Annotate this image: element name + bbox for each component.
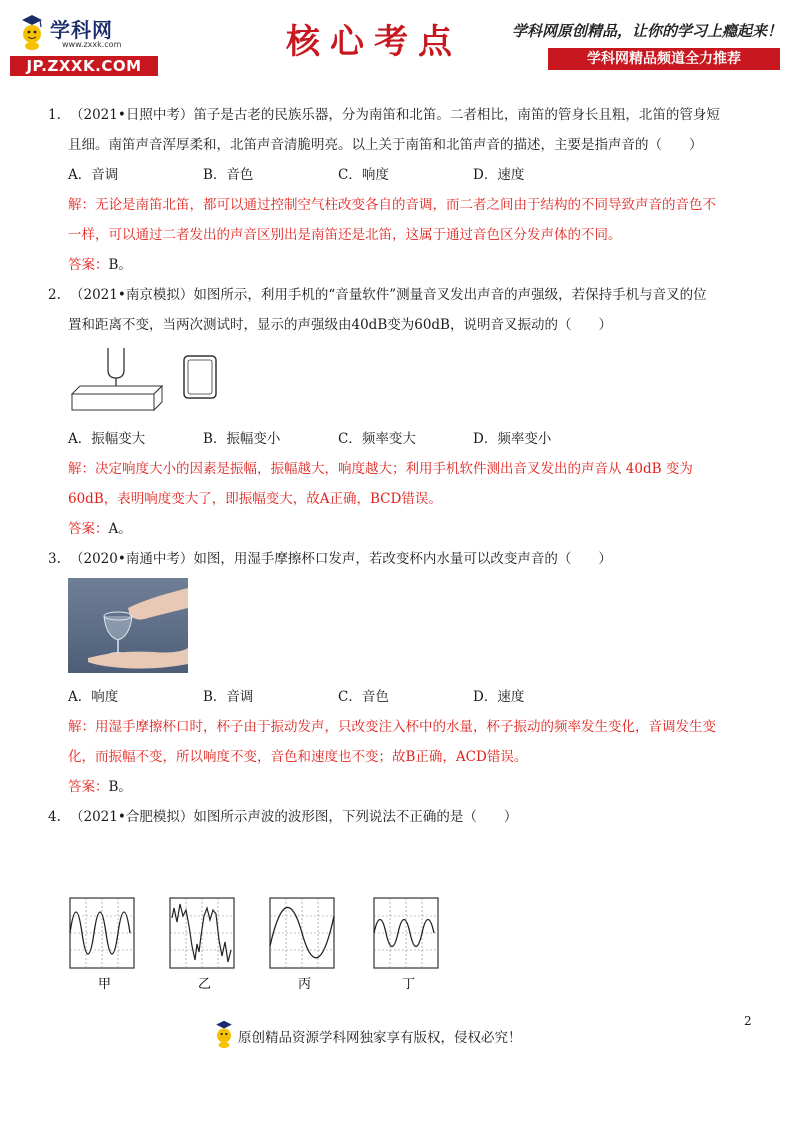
question-text: （2021•合肥模拟）如图所示声波的波形图，下列说法不正确的是（ ）	[70, 809, 518, 825]
question-text: （2020•南通中考）如图，用湿手摩擦杯口发声，若改变杯内水量可以改变声音的（ ）	[70, 551, 612, 567]
option-b[interactable]: B．音色	[203, 167, 254, 183]
waveform-ding	[374, 898, 438, 968]
answer-label: 答案：	[68, 521, 109, 537]
question-text: （2021•日照中考）笛子是古老的民族乐器，分为南笛和北笛。二者相比，南笛的管身长且粗，北笛的管身短	[70, 107, 720, 123]
solution-text: 60dB，表明响度变大了，即振幅变大，故A正确，BCD错误。	[68, 491, 442, 507]
option-c[interactable]: C．响度	[338, 167, 389, 183]
option-c[interactable]: C．频率变大	[338, 431, 416, 447]
answer-label: 答案：	[68, 257, 109, 273]
question-number: 1.	[48, 107, 61, 123]
question-number: 4.	[48, 809, 61, 825]
question-text: （2021•南京模拟）如图所示，利用手机的“音量软件”测量音叉发出声音的声强级，若保持手机与音叉的位	[70, 287, 707, 303]
waveform-jia	[70, 898, 134, 968]
mascot-icon	[18, 14, 46, 50]
question-2	[48, 280, 768, 544]
logo-name: 学科网	[50, 18, 113, 42]
waveform-yi	[170, 898, 234, 968]
question-number: 2.	[48, 287, 61, 303]
wet-finger-glass-photo	[68, 578, 188, 673]
answer-value: B。	[108, 779, 132, 795]
option-b[interactable]: B．振幅变小	[203, 431, 281, 447]
options-row	[48, 424, 768, 454]
option-a[interactable]: A．音调	[68, 167, 119, 183]
options-row	[48, 682, 768, 712]
copyright-notice: 原创精品资源学科网独家享有版权，侵权必究！	[238, 1030, 522, 1046]
solution-text: 一样，可以通过二者发出的声音区别出是南笛还是北笛，这属于通过音色区分发声体的不同。	[68, 227, 622, 243]
solution-text: 解：用湿手摩擦杯口时，杯子由于振动发声，只改变注入杯中的水量，杯子振动的频率发生变化，音调发生变	[68, 719, 716, 735]
brand-logo[interactable]	[10, 8, 160, 74]
option-d[interactable]: D．速度	[473, 689, 525, 705]
tuning-fork-illustration	[68, 340, 268, 424]
solution-text: 解：决定响度大小的因素是振幅，振幅越大，响度越大；利用手机软件测出音叉发出的声音从 40dB 变为	[68, 461, 693, 477]
answer-label: 答案：	[68, 779, 109, 795]
answer	[48, 250, 768, 280]
option-a[interactable]: A．响度	[68, 689, 119, 705]
question-3	[48, 544, 768, 802]
option-a[interactable]: A．振幅变大	[68, 431, 146, 447]
question-text: 置和距离不变，当两次测试时，显示的声强级由40dB变为60dB，说明音叉振动的（ ）	[68, 317, 612, 333]
page-number: 2	[744, 1014, 752, 1028]
question-4	[48, 802, 768, 832]
question-text: 且细。南笛声音浑厚柔和，北笛声音清脆明亮。以上关于南笛和北笛声音的描述，主要是指声音的（ ）	[68, 137, 703, 153]
answer-value: B。	[108, 257, 132, 273]
option-d[interactable]: D．速度	[473, 167, 525, 183]
solution-text: 解：无论是南笛北笛，都可以通过控制空气柱改变各自的音调，而二者之间由于结构的不同导致声音的音色不	[68, 197, 716, 213]
waveform-bing	[270, 898, 334, 968]
mascot-icon	[212, 1020, 236, 1048]
waveform-label-jia: 甲	[98, 977, 112, 992]
option-b[interactable]: B．音调	[203, 689, 254, 705]
question-1	[48, 100, 768, 280]
glass-figure	[48, 578, 768, 682]
option-d[interactable]: D．频率变小	[473, 431, 552, 447]
waveform-label-yi: 乙	[198, 977, 212, 992]
question-list	[48, 100, 768, 832]
solution-text: 化，而振幅不变，所以响度不变，音色和速度也不变；故B正确，ACD错误。	[68, 749, 528, 765]
tuning-fork-figure	[48, 340, 768, 424]
question-number: 3.	[48, 551, 61, 567]
logo-url: JP.ZXXK.COM	[10, 56, 158, 76]
waveform-label-bing: 丙	[298, 977, 312, 992]
waveform-figures	[68, 896, 448, 996]
answer	[48, 772, 768, 802]
answer-value: A。	[108, 521, 132, 537]
waveform-label-ding: 丁	[402, 977, 416, 992]
option-c[interactable]: C．音色	[338, 689, 389, 705]
logo-small-url: www.zxxk.com	[62, 40, 122, 49]
page-footer	[210, 1020, 590, 1050]
page-title: 核心考点	[286, 22, 462, 62]
promo-banner: 学科网精品频道全力推荐	[548, 48, 780, 70]
page-header	[0, 0, 800, 80]
answer	[48, 514, 768, 544]
slogan: 学科网原创精品，让你的学习上瘾起来！	[512, 22, 783, 40]
options-row	[48, 160, 768, 190]
